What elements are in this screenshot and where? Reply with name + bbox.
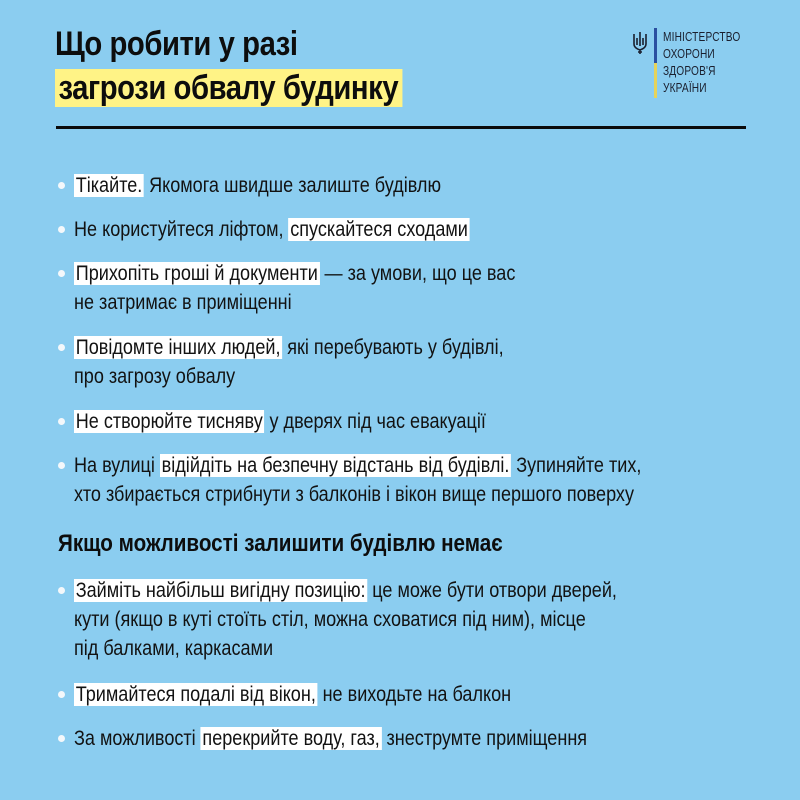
body-text: під балками, каркасами	[74, 637, 274, 660]
highlighted-text: Прихопіть гроші й документи	[75, 262, 318, 285]
item-text-line	[74, 451, 641, 480]
bullet-icon	[58, 182, 65, 189]
trident-icon	[632, 31, 648, 55]
body-text: це може бути отвори дверей,	[367, 579, 617, 602]
bullet-icon	[58, 462, 65, 469]
item-text-line	[74, 362, 504, 391]
body-text: На вулиці	[74, 454, 160, 477]
bullet-icon	[58, 587, 65, 594]
list-item	[58, 171, 501, 200]
list-item	[58, 576, 705, 663]
list-item	[58, 259, 587, 317]
logo-line: ОХОРОНИ	[663, 46, 715, 61]
bullet-icon	[58, 226, 65, 233]
list-item	[58, 724, 671, 753]
highlighted-text: Тікайте.	[75, 174, 143, 197]
bullet-icon	[58, 418, 65, 425]
logo-divider	[654, 28, 657, 98]
bullet-icon	[58, 270, 65, 277]
item-text-line	[74, 605, 617, 634]
body-text: не затримає в приміщенні	[74, 291, 292, 314]
body-text: кути (якщо в куті стоїть стіл, можна сховатися під ним), місце	[74, 608, 586, 631]
item-text-line	[74, 333, 504, 362]
logo-line: МІНІСТЕРСТВО	[663, 29, 741, 44]
body-text: не виходьте на балкон	[317, 683, 512, 706]
item-text-line	[74, 480, 641, 509]
item-text-line	[74, 724, 587, 753]
logo-text	[663, 28, 762, 96]
header-divider	[56, 126, 746, 129]
body-text: які перебувають у будівлі,	[282, 336, 504, 359]
item-text-line	[74, 215, 470, 244]
page-title-line-2	[55, 66, 402, 110]
highlighted-text: спускайтеся сходами	[290, 218, 468, 241]
list-item	[58, 333, 574, 391]
highlighted-text: Займіть найбільш вигідну позицію:	[75, 579, 366, 602]
bullet-icon	[58, 735, 65, 742]
bullet-icon	[58, 344, 65, 351]
list-item	[58, 215, 534, 244]
body-text: За можливості	[74, 727, 201, 750]
body-text: Якомога швидше залиште будівлю	[144, 174, 441, 197]
page-header	[55, 22, 459, 110]
logo-line: ЗДОРОВ'Я	[663, 63, 716, 78]
page-title-line-1: Що робити у разі	[55, 25, 298, 63]
body-text: хто збирається стрибнути з балконів і вікон вище першого поверху	[74, 483, 634, 506]
body-text: Зупиняйте тих,	[511, 454, 642, 477]
list-item	[58, 407, 553, 436]
logo-line: УКРАЇНИ	[663, 80, 707, 95]
item-text-line	[74, 288, 515, 317]
highlighted-text: Не створюйте тисняву	[75, 410, 263, 433]
item-text-line	[74, 680, 511, 709]
title-highlight: загрози обвалу будинку	[55, 69, 402, 107]
ministry-logo	[632, 28, 762, 98]
item-text-line	[74, 171, 441, 200]
item-text-line	[74, 407, 486, 436]
item-text-line	[74, 576, 617, 605]
list-item	[58, 680, 582, 709]
bullet-icon	[58, 691, 65, 698]
list-item	[58, 451, 734, 509]
highlighted-text: перекрийте воду, газ,	[202, 727, 380, 750]
body-text: про загрозу обвалу	[74, 365, 236, 388]
highlighted-text: відійдіть на безпечну відстань від будівлі.	[161, 454, 510, 477]
section-heading: Якщо можливості залишити будівлю немає	[58, 530, 503, 557]
item-text-line	[74, 259, 515, 288]
highlighted-text: Повідомте інших людей,	[75, 336, 281, 359]
item-text-line	[74, 634, 617, 663]
body-text: — за умови, що це вас	[319, 262, 516, 285]
body-text: знеструмте приміщення	[381, 727, 588, 750]
highlighted-text: Тримайтеся подалі від вікон,	[75, 683, 316, 706]
body-text: Не користуйтеся ліфтом,	[74, 218, 289, 241]
body-text: у дверях під час евакуації	[264, 410, 486, 433]
